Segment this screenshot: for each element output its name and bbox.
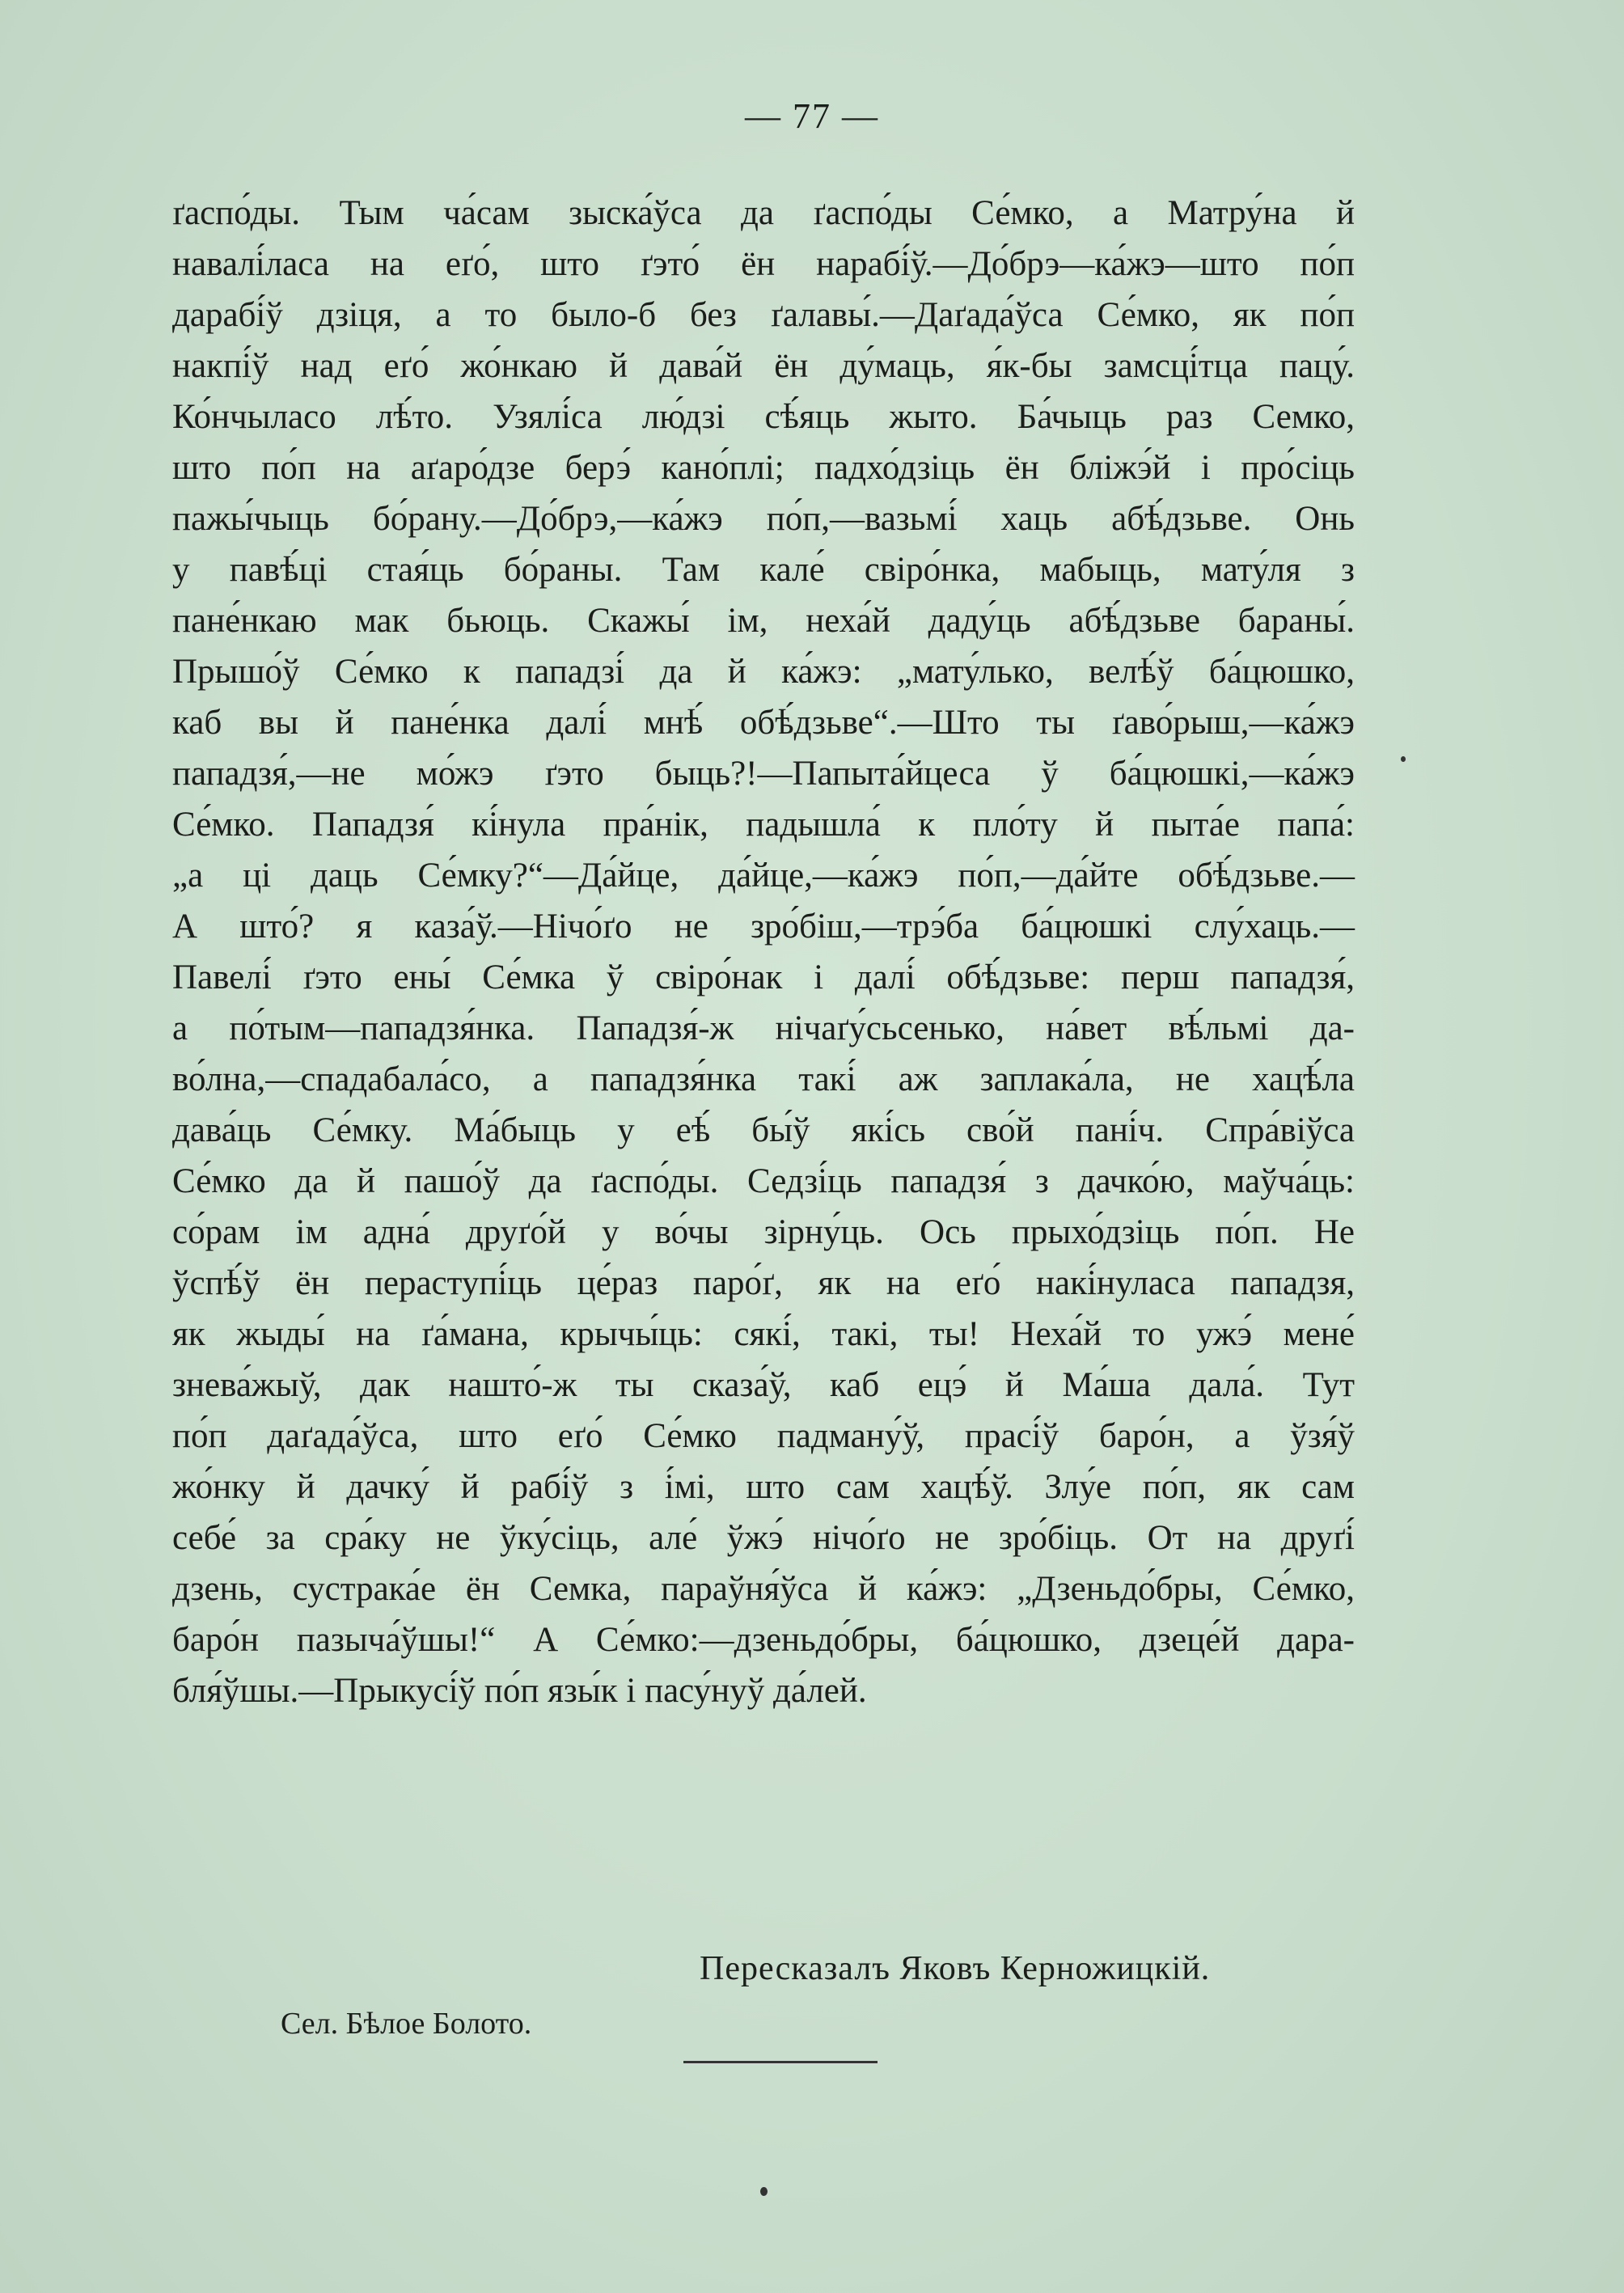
text-line-content: во́лна,—спадабала́со, а пападзя́нка такі́ аж заплака́ла, не хацѣ́ла	[172, 1060, 1355, 1098]
text-line	[172, 1462, 1355, 1512]
text-line-content: пажы́чыць бо́рану.—До́брэ,—ка́жэ по́п,—вазьмі́ хаць абѣ́дзьве. Онь	[172, 500, 1355, 538]
text-line	[172, 1665, 1355, 1716]
text-line-content: ґаспо́ды. Тым ча́сам зыска́ўса да ґаспо́ды Се́мко, а Матру́на й	[172, 194, 1355, 232]
author-signature: Пересказалъ Яковъ Керножицкій.	[700, 1950, 1211, 1987]
text-line-content: Се́мко да й пашо́ў да ґаспо́ды. Седзі́ць пападзя́ з дачко́ю, маўча́ць:	[172, 1162, 1355, 1200]
text-line-content: дава́ць Се́мку. Ма́быць у еѣ́ бы́ў які́сь сво́й пані́ч. Спра́віўса	[172, 1111, 1355, 1149]
text-line	[172, 697, 1355, 748]
text-line-content: А што́? я каза́ў.—Нічо́ґо не зро́біш,—трэ́ба ба́цюшкі слу́хаць.—	[172, 907, 1355, 946]
text-line	[172, 442, 1355, 493]
text-line	[172, 1003, 1355, 1054]
text-line	[172, 1563, 1355, 1614]
text-line-content: по́п даґада́ўса, што еґо́ Се́мко падману́ў, прасі́ў баро́н, а ўзя́ў	[172, 1417, 1355, 1455]
text-line-content: ўспѣ́ў ён пераступі́ць це́раз паро́ґ, як на еґо́ накі́нуласа пападзя,	[172, 1264, 1355, 1302]
text-line	[172, 290, 1355, 341]
text-line-content: дарабі́ў дзіця, а то было-б без ґалавы́.—Даґада́ўса Се́мко, як по́п	[172, 296, 1355, 334]
text-line-content: пападзя́,—не мо́жэ ґэто быць?!—Папыта́йцеса ў ба́цюшкі,—ка́жэ	[172, 755, 1355, 793]
text-line	[172, 1360, 1355, 1411]
text-line-content: пане́нкаю мак бьюць. Скажы́ ім, неха́й даду́ць абѣ́дзьве бараны́.	[172, 602, 1355, 640]
text-line-content: жо́нку й дачку́ й рабі́ў з і́мі, што сам хацѣ́ў. Злу́е по́п, як сам	[172, 1468, 1355, 1506]
body-text	[172, 188, 1355, 1716]
text-line	[172, 952, 1355, 1003]
text-line-content: „а ці даць Се́мку?“—Да́йце, да́йце,—ка́жэ по́п,—да́йте обѣ́дзьве.—	[172, 857, 1355, 895]
text-line	[172, 1411, 1355, 1462]
text-line-content: а по́тым—пападзя́нка. Пападзя́-ж нічаґу́сьсенько, на́вет вѣ́льмі да-	[172, 1009, 1355, 1047]
text-line-content: Прышо́ў Се́мко к пападзі́ да й ка́жэ: „мату́лько, велѣ́ў ба́цюшко,	[172, 653, 1355, 691]
text-line	[172, 1614, 1355, 1665]
text-line	[172, 341, 1355, 391]
text-line-content: Се́мко. Пападзя́ кі́нула пра́нік, падышла́ к пло́ту й пыта́е папа́:	[172, 806, 1355, 844]
text-line-content: дзень, сустрака́е ён Семка, параўня́ўса й ка́жэ: „Дзеньдо́бры, Се́мко,	[172, 1570, 1355, 1608]
ink-speck	[1401, 756, 1406, 762]
text-line-content: як жыды́ на ґа́мана, крычы́ць: сякі́, такі, ты! Неха́й то ужэ́ мене́	[172, 1315, 1355, 1353]
page-number: — 77 —	[745, 96, 879, 136]
text-line-content: што по́п на аґаро́дзе берэ́ кано́плі; падхо́дзіць ён бліжэ́й і про́сіць	[172, 449, 1355, 487]
text-line	[172, 1054, 1355, 1105]
text-line-content: у павѣ́ці стая́ць бо́раны. Там кале́ свіро́нка, мабыць, мату́ля з	[172, 551, 1355, 589]
text-line	[172, 748, 1355, 799]
end-rule-divider	[683, 2061, 878, 2063]
text-line	[172, 493, 1355, 544]
text-line	[172, 1309, 1355, 1360]
text-line	[172, 544, 1355, 595]
text-line-content: навалі́ласа на еґо́, што ґэто́ ён нарабі́ў.—До́брэ—ка́жэ—што по́п	[172, 245, 1355, 283]
text-line-content: накпі́ў над еґо́ жо́нкаю й дава́й ён ду́маць, я́к-бы замсці́тца пацу́.	[172, 347, 1355, 385]
text-line	[172, 799, 1355, 850]
text-line	[172, 901, 1355, 952]
text-line	[172, 1207, 1355, 1258]
text-line-content: Ко́нчыласо лѣ́то. Узялі́са лю́дзі сѣ́яць жыто. Ба́чыць раз Семко,	[172, 398, 1355, 436]
ink-dot	[760, 2187, 768, 2196]
text-line-content: баро́н пазыча́ўшы!“ А Се́мко:—дзеньдо́бры, ба́цюшко, дзеце́й дара-	[172, 1621, 1355, 1659]
text-line-content: Павелі́ ґэто ены́ Се́мка ў свіро́нак і далі́ обѣ́дзьве: перш пападзя́,	[172, 958, 1355, 996]
place-name: Сел. Бѣлое Болото.	[281, 2007, 532, 2041]
text-line	[172, 239, 1355, 290]
text-line	[172, 188, 1355, 239]
text-line	[172, 595, 1355, 646]
text-line-content: знева́жыў, дак нашто́-ж ты сказа́ў, каб ецэ́ й Ма́ша дала́. Тут	[172, 1366, 1355, 1404]
text-line-content: бля́ўшы.—Прыкусі́ў по́п язы́к і пасу́нуў да́лей.	[172, 1672, 867, 1710]
text-line	[172, 1105, 1355, 1156]
text-line-content: со́рам ім адна́ друґо́й у во́чы зірну́ць. Ось прыхо́дзіць по́п. Не	[172, 1213, 1355, 1251]
text-line-content: каб вы й пане́нка далі́ мнѣ́ обѣ́дзьве“.—Што ты ґаво́рыш,—ка́жэ	[172, 704, 1355, 742]
text-line	[172, 850, 1355, 901]
text-line	[172, 1258, 1355, 1309]
text-line	[172, 391, 1355, 442]
text-line-content: себе́ за сра́ку не ўку́сіць, але́ ўжэ́ нічо́ґо не зро́біць. От на друґі́	[172, 1519, 1355, 1557]
text-line	[172, 1156, 1355, 1207]
text-line	[172, 646, 1355, 697]
text-line	[172, 1512, 1355, 1563]
